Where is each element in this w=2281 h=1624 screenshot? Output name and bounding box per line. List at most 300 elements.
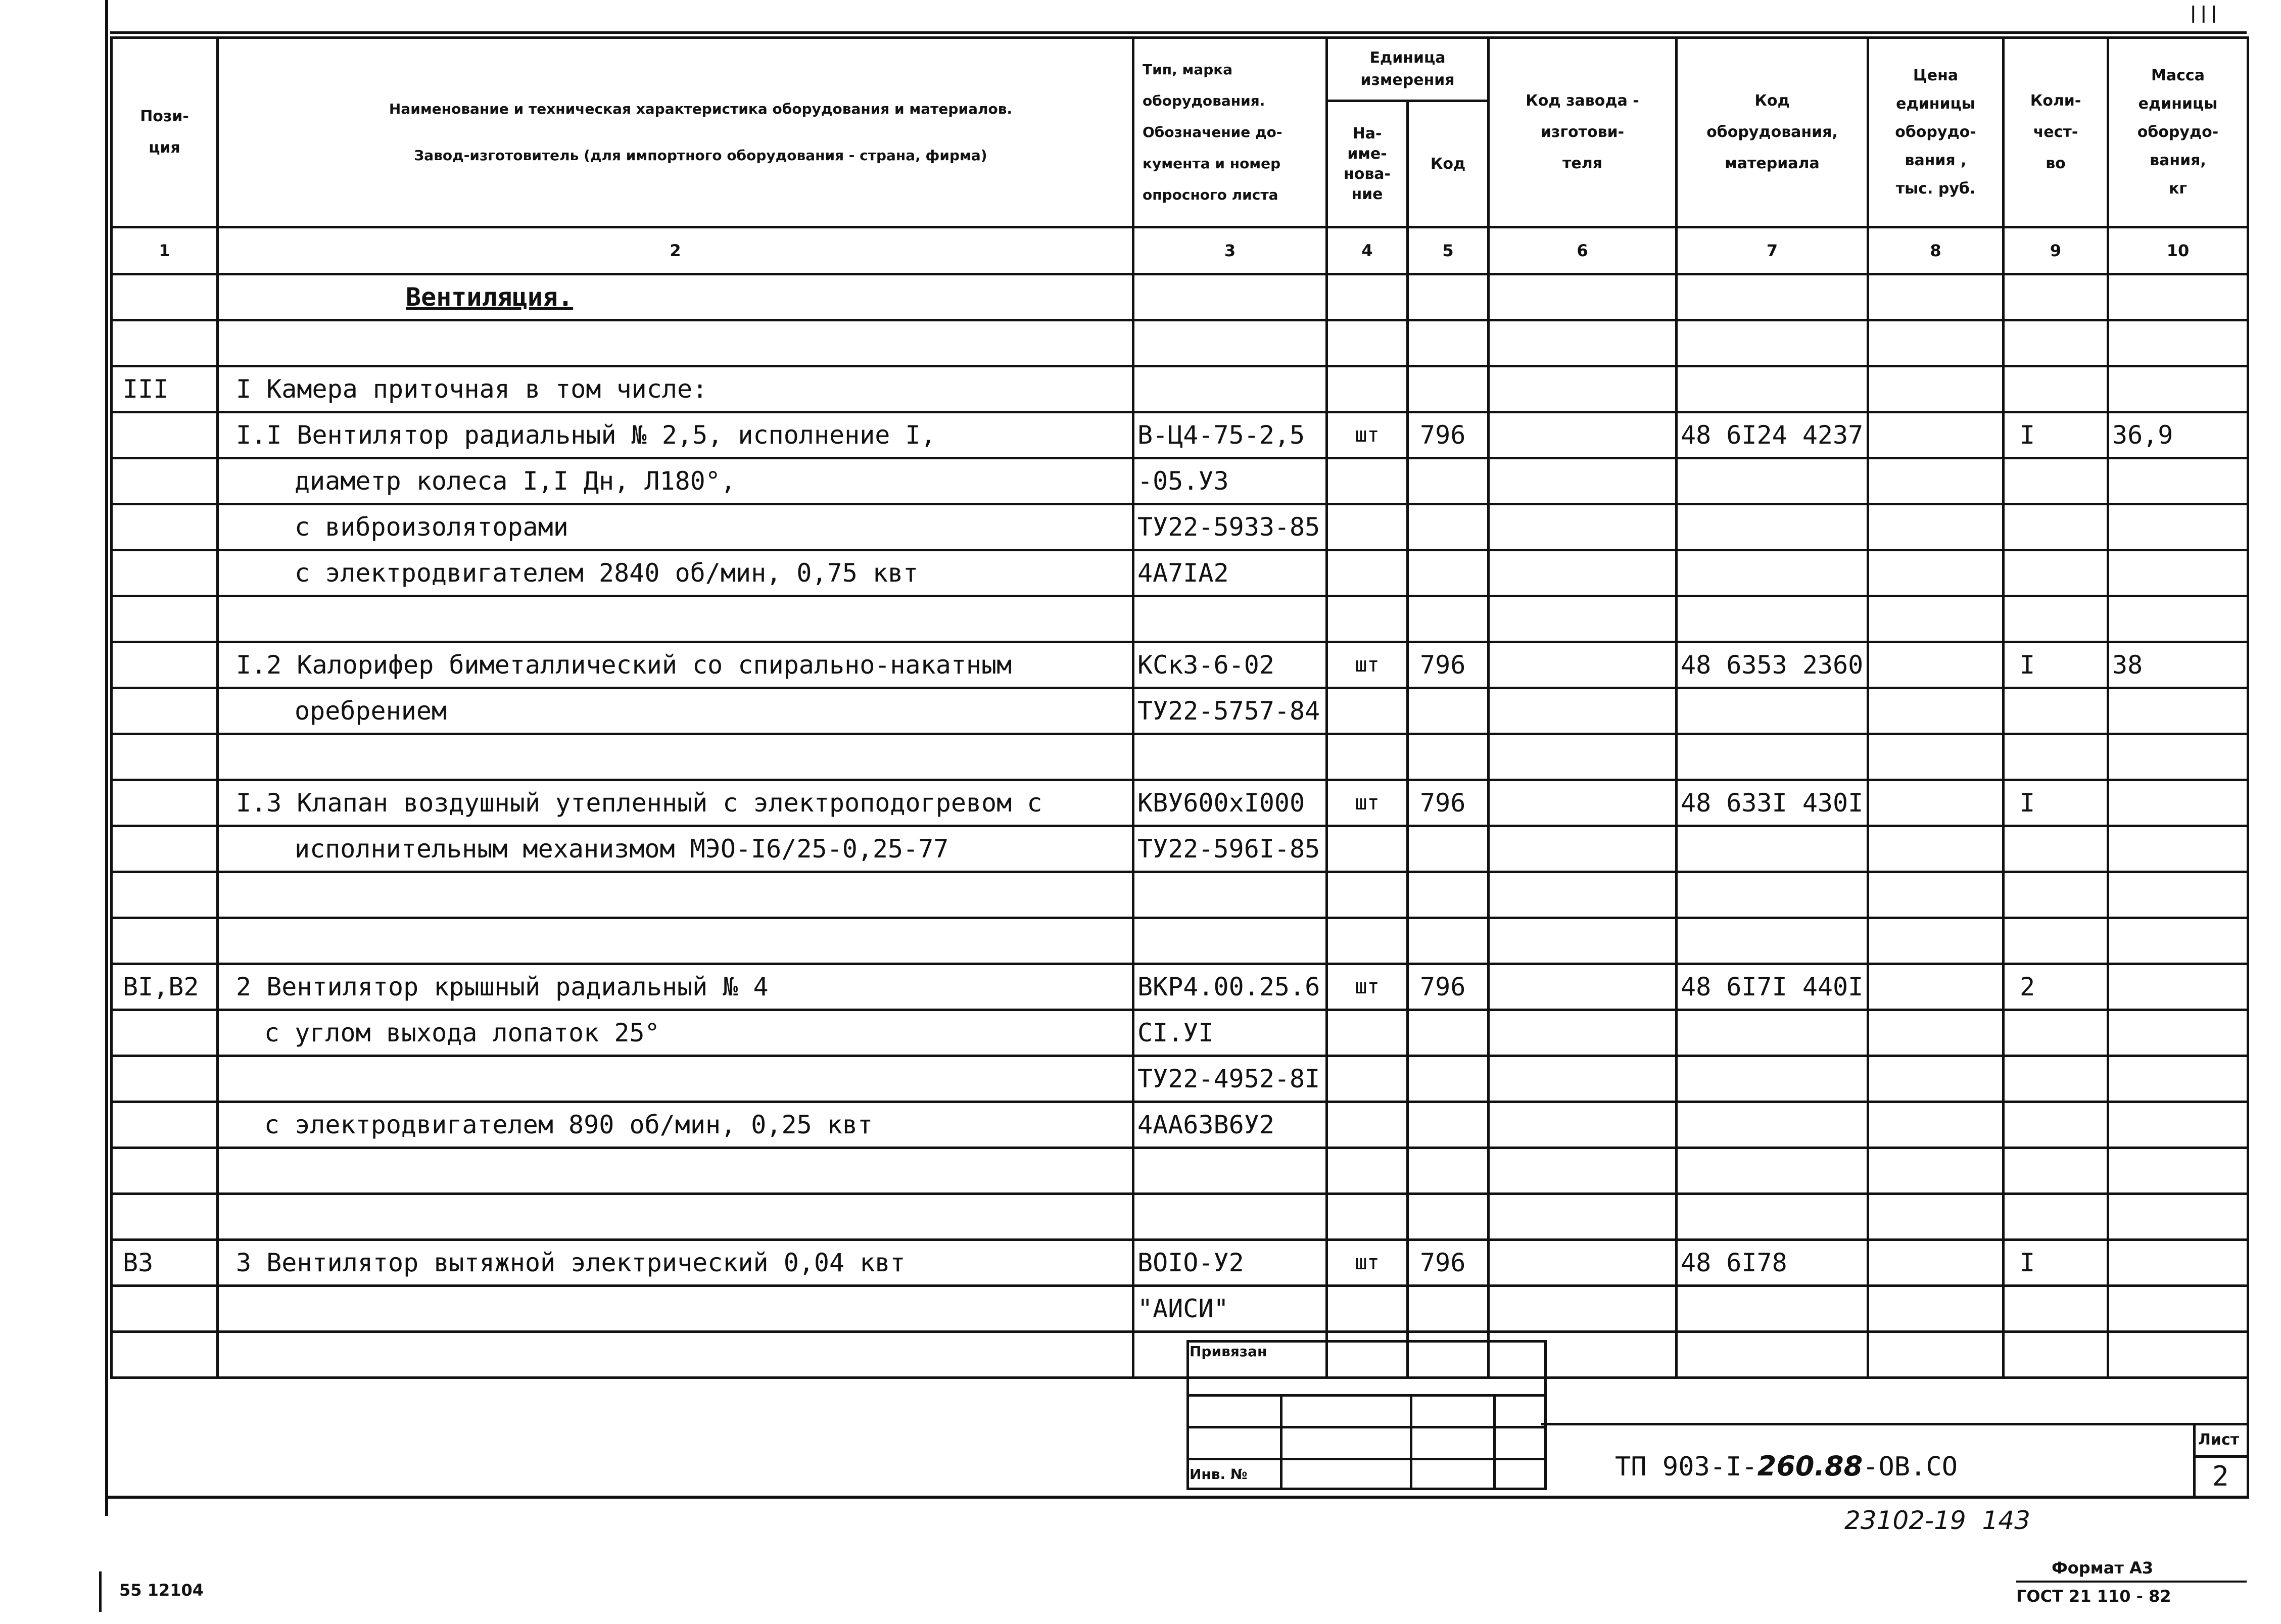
cell-c7 bbox=[1677, 1332, 1868, 1378]
table-row bbox=[112, 412, 2248, 458]
cell-c6 bbox=[1489, 550, 1677, 596]
cell-c4: шт bbox=[1327, 412, 1408, 458]
cell-c8 bbox=[1868, 504, 2004, 550]
cell-c5: 796 bbox=[1408, 412, 1489, 458]
cell-c4: шт bbox=[1327, 964, 1408, 1010]
column-number: 9 bbox=[2004, 227, 2108, 274]
cell-c1 bbox=[112, 642, 218, 688]
approval-stamp bbox=[1186, 1340, 1547, 1490]
header-row bbox=[112, 38, 2248, 101]
column-number: 10 bbox=[2108, 227, 2248, 274]
table-row bbox=[112, 826, 2248, 872]
cell-c5 bbox=[1408, 688, 1489, 734]
cell-c4 bbox=[1327, 918, 1408, 964]
cell-c5 bbox=[1408, 1286, 1489, 1332]
cell-c5 bbox=[1408, 1194, 1489, 1240]
cell-c8 bbox=[1868, 1056, 2004, 1102]
cell-c5 bbox=[1408, 504, 1489, 550]
cell-c9 bbox=[2004, 1056, 2108, 1102]
table-row bbox=[112, 596, 2248, 642]
header-price: Цена единицы оборудо- вания , тыс. руб. bbox=[1868, 38, 2004, 227]
table-row bbox=[112, 642, 2248, 688]
cell-c3 bbox=[1133, 734, 1327, 780]
cell-c8 bbox=[1868, 688, 2004, 734]
cell-c7 bbox=[1677, 1194, 1868, 1240]
cell-c8 bbox=[1868, 918, 2004, 964]
cell-c9: I bbox=[2004, 412, 2108, 458]
cell-c3: ВОIО-У2 bbox=[1133, 1240, 1327, 1286]
cell-c10 bbox=[2108, 964, 2248, 1010]
cell-c4 bbox=[1327, 320, 1408, 366]
cell-c9 bbox=[2004, 504, 2108, 550]
cell-c3: ТУ22-596I-85 bbox=[1133, 826, 1327, 872]
cell-c5 bbox=[1408, 596, 1489, 642]
cell-c4 bbox=[1327, 826, 1408, 872]
cell-c10 bbox=[2108, 550, 2248, 596]
cell-c10 bbox=[2108, 458, 2248, 504]
cell-c4: шт bbox=[1327, 780, 1408, 826]
cell-c4 bbox=[1327, 550, 1408, 596]
table-row bbox=[112, 1286, 2248, 1332]
cell-c2 bbox=[218, 1332, 1133, 1378]
cell-c9 bbox=[2004, 550, 2108, 596]
column-number: 8 bbox=[1868, 227, 2004, 274]
cell-c6 bbox=[1489, 826, 1677, 872]
cell-c2: Вентиляция. bbox=[218, 274, 1133, 320]
cell-c9: I bbox=[2004, 1240, 2108, 1286]
cell-c6 bbox=[1489, 688, 1677, 734]
cell-c7 bbox=[1677, 1148, 1868, 1194]
table-row bbox=[112, 688, 2248, 734]
cell-c6 bbox=[1489, 872, 1677, 918]
cell-c2 bbox=[218, 1056, 1133, 1102]
cell-c3: КВУ600хI000 bbox=[1133, 780, 1327, 826]
column-number: 1 bbox=[112, 227, 218, 274]
table-row bbox=[112, 780, 2248, 826]
cell-c3: 4А7IА2 bbox=[1133, 550, 1327, 596]
header-position: Пози- ция bbox=[112, 38, 218, 227]
cell-c9 bbox=[2004, 1010, 2108, 1056]
sheet-divider bbox=[2193, 1455, 2247, 1458]
cell-c5: 796 bbox=[1408, 964, 1489, 1010]
cell-c6 bbox=[1489, 1286, 1677, 1332]
cell-c10 bbox=[2108, 504, 2248, 550]
cell-c9 bbox=[2004, 826, 2108, 872]
cell-c5 bbox=[1408, 1056, 1489, 1102]
table-row bbox=[112, 1194, 2248, 1240]
gost-label: ГОСТ 21 110 - 82 bbox=[2016, 1587, 2171, 1606]
cell-c7 bbox=[1677, 688, 1868, 734]
cell-c9 bbox=[2004, 1102, 2108, 1148]
cell-c3 bbox=[1133, 366, 1327, 412]
cell-c1 bbox=[112, 1194, 218, 1240]
cell-c9: I bbox=[2004, 642, 2108, 688]
cell-c6 bbox=[1489, 274, 1677, 320]
cell-c3 bbox=[1133, 1194, 1327, 1240]
table-row bbox=[112, 918, 2248, 964]
cell-c7 bbox=[1677, 366, 1868, 412]
cell-c10 bbox=[2108, 1010, 2248, 1056]
cell-c9 bbox=[2004, 872, 2108, 918]
cell-c10 bbox=[2108, 918, 2248, 964]
cell-c9 bbox=[2004, 596, 2108, 642]
cell-c8 bbox=[1868, 550, 2004, 596]
cell-c9 bbox=[2004, 366, 2108, 412]
table-row bbox=[112, 1102, 2248, 1148]
column-number: 3 bbox=[1133, 227, 1327, 274]
cell-c4 bbox=[1327, 458, 1408, 504]
cell-c3: В-Ц4-75-2,5 bbox=[1133, 412, 1327, 458]
cell-c8 bbox=[1868, 1102, 2004, 1148]
cell-c8 bbox=[1868, 1332, 2004, 1378]
cell-c2: с виброизоляторами bbox=[218, 504, 1133, 550]
cell-c6 bbox=[1489, 1056, 1677, 1102]
cell-c6 bbox=[1489, 1010, 1677, 1056]
cell-c4 bbox=[1327, 596, 1408, 642]
cell-c7: 48 6353 2360 bbox=[1677, 642, 1868, 688]
cell-c1 bbox=[112, 504, 218, 550]
table-row bbox=[112, 550, 2248, 596]
cell-c10: 36,9 bbox=[2108, 412, 2248, 458]
cell-c2: исполнительным механизмом МЭО-I6/25-0,25-77 bbox=[218, 826, 1133, 872]
table-row bbox=[112, 366, 2248, 412]
cell-c6 bbox=[1489, 1194, 1677, 1240]
cell-c7 bbox=[1677, 872, 1868, 918]
cell-c1 bbox=[112, 1332, 218, 1378]
cell-c7 bbox=[1677, 1056, 1868, 1102]
document-code: ТП 903-I-260.88-ОВ.СО bbox=[1615, 1450, 1958, 1482]
cell-c1 bbox=[112, 320, 218, 366]
header-unit-name: На- име- нова- ние bbox=[1327, 101, 1408, 227]
cell-c5 bbox=[1408, 734, 1489, 780]
cell-c8 bbox=[1868, 642, 2004, 688]
cell-c7: 48 6I78 bbox=[1677, 1240, 1868, 1286]
frame-top-line bbox=[110, 31, 2247, 34]
cell-c2 bbox=[218, 320, 1133, 366]
cell-c3: ТУ22-5757-84 bbox=[1133, 688, 1327, 734]
cell-c7 bbox=[1677, 918, 1868, 964]
cell-c3: ТУ22-4952-8I bbox=[1133, 1056, 1327, 1102]
table-row bbox=[112, 1240, 2248, 1286]
cell-c3 bbox=[1133, 320, 1327, 366]
title-block-top-line bbox=[1541, 1423, 2247, 1425]
cell-c2: I.I Вентилятор радиальный № 2,5, исполнение I, bbox=[218, 412, 1133, 458]
cell-c7: 48 633I 430I bbox=[1677, 780, 1868, 826]
table-row bbox=[112, 734, 2248, 780]
inv-cell bbox=[1188, 1459, 1281, 1489]
header-mass: Масса единицы оборудо- вания, кг bbox=[2108, 38, 2248, 227]
cell-c4 bbox=[1327, 1148, 1408, 1194]
cell-c1 bbox=[112, 550, 218, 596]
cell-c1 bbox=[112, 1010, 218, 1056]
cell-c2 bbox=[218, 1286, 1133, 1332]
cell-c2 bbox=[218, 918, 1133, 964]
cell-c5: 796 bbox=[1408, 642, 1489, 688]
specification-table bbox=[110, 36, 2249, 1379]
cell-c6 bbox=[1489, 320, 1677, 366]
cell-c2 bbox=[218, 596, 1133, 642]
cell-c2: с электродвигателем 890 об/мин, 0,25 квт bbox=[218, 1102, 1133, 1148]
cell-c6 bbox=[1489, 366, 1677, 412]
header-type: Тип, марка оборудования. Обозначение до- кумента и номер опросного листа bbox=[1133, 38, 1327, 227]
format-line bbox=[2016, 1581, 2247, 1583]
frame-left-line bbox=[105, 0, 108, 1516]
cell-c5 bbox=[1408, 1148, 1489, 1194]
cell-c3 bbox=[1133, 274, 1327, 320]
cell-c7 bbox=[1677, 1010, 1868, 1056]
cell-c8 bbox=[1868, 320, 2004, 366]
cell-c1 bbox=[112, 918, 218, 964]
cell-c3: КСк3-6-02 bbox=[1133, 642, 1327, 688]
cell-c4 bbox=[1327, 734, 1408, 780]
cell-c7: 48 6I7I 440I bbox=[1677, 964, 1868, 1010]
cell-c1: III bbox=[112, 366, 218, 412]
cell-c3: СI.УI bbox=[1133, 1010, 1327, 1056]
cell-c7 bbox=[1677, 734, 1868, 780]
column-numbers-row bbox=[112, 227, 2248, 274]
cell-c1 bbox=[112, 596, 218, 642]
cell-c5 bbox=[1408, 1010, 1489, 1056]
cell-c1 bbox=[112, 1148, 218, 1194]
cell-c5: 796 bbox=[1408, 780, 1489, 826]
cell-c10 bbox=[2108, 320, 2248, 366]
cell-c6 bbox=[1489, 1102, 1677, 1148]
cell-c5 bbox=[1408, 320, 1489, 366]
header-unit-code: Код bbox=[1408, 101, 1489, 227]
cell-c8 bbox=[1868, 780, 2004, 826]
table-row bbox=[112, 964, 2248, 1010]
cell-c2: с углом выхода лопаток 25° bbox=[218, 1010, 1133, 1056]
cell-c3: -05.У3 bbox=[1133, 458, 1327, 504]
cell-c6 bbox=[1489, 642, 1677, 688]
cell-c9 bbox=[2004, 458, 2108, 504]
cell-c6 bbox=[1489, 918, 1677, 964]
header-factory-code: Код завода - изготови- теля bbox=[1489, 38, 1677, 227]
cell-c2: I.3 Клапан воздушный утепленный с электроподогревом с bbox=[218, 780, 1133, 826]
cell-c10 bbox=[2108, 1102, 2248, 1148]
cell-c5 bbox=[1408, 274, 1489, 320]
cell-c8 bbox=[1868, 964, 2004, 1010]
column-number: 4 bbox=[1327, 227, 1408, 274]
header-unit-group: Единица измерения bbox=[1327, 38, 1489, 101]
cell-c2 bbox=[218, 1148, 1133, 1194]
cell-c4 bbox=[1327, 274, 1408, 320]
cell-c6 bbox=[1489, 458, 1677, 504]
cell-c2: оребрением bbox=[218, 688, 1133, 734]
cell-c9: 2 bbox=[2004, 964, 2108, 1010]
header-quantity: Коли- чест- во bbox=[2004, 38, 2108, 227]
table-row bbox=[112, 872, 2248, 918]
cell-c10: 38 bbox=[2108, 642, 2248, 688]
cell-c8 bbox=[1868, 1240, 2004, 1286]
cell-c8 bbox=[1868, 734, 2004, 780]
cell-c2: диаметр колеса I,I Дн, Л180°, bbox=[218, 458, 1133, 504]
cell-c4 bbox=[1327, 872, 1408, 918]
left-code: 55 12104 bbox=[119, 1581, 204, 1600]
footer-left-line bbox=[99, 1571, 102, 1612]
cell-c1 bbox=[112, 826, 218, 872]
cell-c2: I.2 Калорифер биметаллический со спирально-накатным bbox=[218, 642, 1133, 688]
column-number: 6 bbox=[1489, 227, 1677, 274]
cell-c5 bbox=[1408, 1102, 1489, 1148]
column-number: 7 bbox=[1677, 227, 1868, 274]
cell-c10 bbox=[2108, 688, 2248, 734]
cell-c4 bbox=[1327, 688, 1408, 734]
cell-c3 bbox=[1133, 918, 1327, 964]
cell-c2: 3 Вентилятор вытяжной электрический 0,04 квт bbox=[218, 1240, 1133, 1286]
cell-c9 bbox=[2004, 320, 2108, 366]
inv-label: Инв. № bbox=[1190, 1465, 1248, 1483]
cell-c8 bbox=[1868, 596, 2004, 642]
privyazan-cell bbox=[1188, 1342, 1546, 1396]
cell-c10 bbox=[2108, 734, 2248, 780]
cell-c7 bbox=[1677, 826, 1868, 872]
cell-c10 bbox=[2108, 1148, 2248, 1194]
table-row bbox=[112, 504, 2248, 550]
frame-right-line bbox=[2247, 36, 2249, 1499]
cell-c4 bbox=[1327, 1102, 1408, 1148]
cell-c10 bbox=[2108, 1286, 2248, 1332]
cell-c7 bbox=[1677, 320, 1868, 366]
cell-c2: 2 Вентилятор крышный радиальный № 4 bbox=[218, 964, 1133, 1010]
cell-c8 bbox=[1868, 826, 2004, 872]
column-number: 2 bbox=[218, 227, 1133, 274]
cell-c9 bbox=[2004, 734, 2108, 780]
cell-c9 bbox=[2004, 1194, 2108, 1240]
cell-c1 bbox=[112, 780, 218, 826]
cell-c1 bbox=[112, 872, 218, 918]
cell-c6 bbox=[1489, 1148, 1677, 1194]
cell-c6 bbox=[1489, 412, 1677, 458]
cell-c10 bbox=[2108, 1240, 2248, 1286]
handwritten-number: 23102-19 143 bbox=[1844, 1506, 2030, 1535]
sheet-number: 2 bbox=[2212, 1460, 2229, 1492]
cell-c1 bbox=[112, 1102, 218, 1148]
cell-c8 bbox=[1868, 274, 2004, 320]
cell-c3 bbox=[1133, 596, 1327, 642]
cell-c1 bbox=[112, 458, 218, 504]
cell-c9 bbox=[2004, 1332, 2108, 1378]
cell-c6 bbox=[1489, 734, 1677, 780]
table-row bbox=[112, 320, 2248, 366]
cell-c4 bbox=[1327, 504, 1408, 550]
cell-c10 bbox=[2108, 826, 2248, 872]
table-row bbox=[112, 274, 2248, 320]
table-row bbox=[112, 458, 2248, 504]
cell-c3: ТУ22-5933-85 bbox=[1133, 504, 1327, 550]
cell-c3: ВКР4.00.25.6 bbox=[1133, 964, 1327, 1010]
cell-c2 bbox=[218, 1194, 1133, 1240]
cell-c10 bbox=[2108, 274, 2248, 320]
cell-c2 bbox=[218, 734, 1133, 780]
cell-c1 bbox=[112, 1286, 218, 1332]
cell-c1 bbox=[112, 1056, 218, 1102]
cell-c5 bbox=[1408, 550, 1489, 596]
corner-mark: ||| bbox=[2188, 3, 2219, 23]
cell-c10 bbox=[2108, 366, 2248, 412]
cell-c8 bbox=[1868, 872, 2004, 918]
cell-c4: шт bbox=[1327, 1240, 1408, 1286]
cell-c3 bbox=[1133, 872, 1327, 918]
cell-c10 bbox=[2108, 596, 2248, 642]
cell-c8 bbox=[1868, 1286, 2004, 1332]
privyazan-label: Привязан bbox=[1190, 1343, 1267, 1360]
cell-c9 bbox=[2004, 1286, 2108, 1332]
table-row bbox=[112, 1148, 2248, 1194]
cell-c9: I bbox=[2004, 780, 2108, 826]
cell-c8 bbox=[1868, 1148, 2004, 1194]
frame-bottom-line bbox=[105, 1496, 2247, 1499]
cell-c6 bbox=[1489, 780, 1677, 826]
cell-c8 bbox=[1868, 412, 2004, 458]
cell-c7 bbox=[1677, 274, 1868, 320]
cell-c9 bbox=[2004, 1148, 2108, 1194]
cell-c8 bbox=[1868, 366, 2004, 412]
table-row bbox=[112, 1332, 2248, 1378]
cell-c4 bbox=[1327, 366, 1408, 412]
cell-c1 bbox=[112, 688, 218, 734]
cell-c8 bbox=[1868, 1194, 2004, 1240]
cell-c4 bbox=[1327, 1056, 1408, 1102]
cell-c8 bbox=[1868, 458, 2004, 504]
column-number: 5 bbox=[1408, 227, 1489, 274]
table-row bbox=[112, 1010, 2248, 1056]
cell-c6 bbox=[1489, 504, 1677, 550]
cell-c4: шт bbox=[1327, 642, 1408, 688]
cell-c10 bbox=[2108, 872, 2248, 918]
cell-c10 bbox=[2108, 1056, 2248, 1102]
cell-c3 bbox=[1133, 1148, 1327, 1194]
cell-c4 bbox=[1327, 1286, 1408, 1332]
header-name: Наименование и техническая характеристика оборудования и материалов. Завод-изготовитель (для импортного оборудования - страна, фирма) bbox=[218, 38, 1133, 227]
format-label: Формат А3 bbox=[2052, 1558, 2154, 1578]
cell-c8 bbox=[1868, 1010, 2004, 1056]
cell-c1 bbox=[112, 734, 218, 780]
cell-c10 bbox=[2108, 780, 2248, 826]
cell-c10 bbox=[2108, 1194, 2248, 1240]
cell-c5 bbox=[1408, 826, 1489, 872]
cell-c5 bbox=[1408, 872, 1489, 918]
cell-c7 bbox=[1677, 504, 1868, 550]
cell-c6 bbox=[1489, 596, 1677, 642]
cell-c4 bbox=[1327, 1194, 1408, 1240]
cell-c10 bbox=[2108, 1332, 2248, 1378]
cell-c5 bbox=[1408, 458, 1489, 504]
cell-c7: 48 6I24 4237 bbox=[1677, 412, 1868, 458]
cell-c5: 796 bbox=[1408, 1240, 1489, 1286]
table-row bbox=[112, 1056, 2248, 1102]
cell-c2: с электродвигателем 2840 об/мин, 0,75 квт bbox=[218, 550, 1133, 596]
cell-c7 bbox=[1677, 1102, 1868, 1148]
cell-c2: I Камера приточная в том числе: bbox=[218, 366, 1133, 412]
cell-c9 bbox=[2004, 274, 2108, 320]
cell-c5 bbox=[1408, 366, 1489, 412]
cell-c9 bbox=[2004, 688, 2108, 734]
cell-c6 bbox=[1489, 964, 1677, 1010]
cell-c5 bbox=[1408, 918, 1489, 964]
cell-c7 bbox=[1677, 596, 1868, 642]
cell-c3: 4АА63В6У2 bbox=[1133, 1102, 1327, 1148]
cell-c2 bbox=[218, 872, 1133, 918]
cell-c3: "АИСИ" bbox=[1133, 1286, 1327, 1332]
cell-c1 bbox=[112, 412, 218, 458]
cell-c1: BI,B2 bbox=[112, 964, 218, 1010]
cell-c4 bbox=[1327, 1010, 1408, 1056]
cell-c7 bbox=[1677, 1286, 1868, 1332]
header-equipment-code: Код оборудования, материала bbox=[1677, 38, 1868, 227]
cell-c9 bbox=[2004, 918, 2108, 964]
cell-c1 bbox=[112, 274, 218, 320]
